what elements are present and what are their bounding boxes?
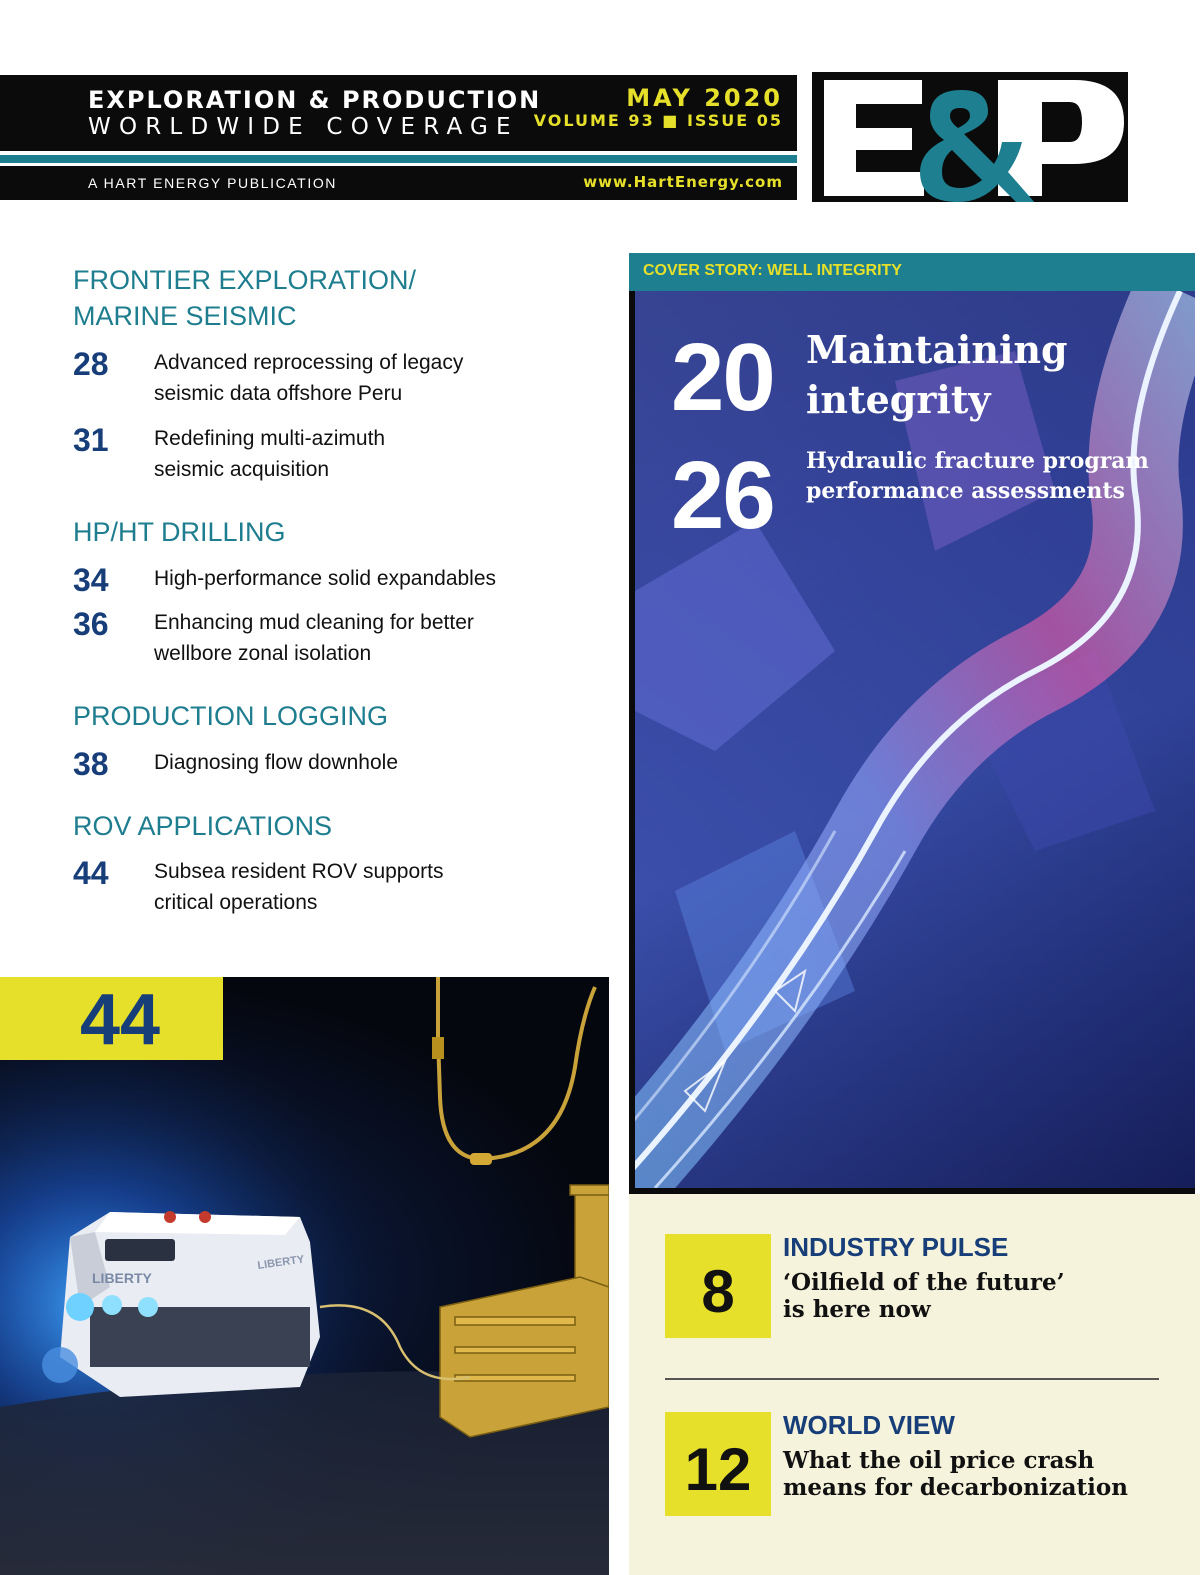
dept-page-number[interactable]: 12 xyxy=(684,1436,752,1503)
cover-subheadline[interactable]: Hydraulic fracture program xyxy=(806,448,1149,474)
article-title[interactable]: wellbore zonal isolation xyxy=(154,642,372,665)
cover-page-number[interactable]: 26 xyxy=(671,442,774,549)
cover-headline[interactable]: Maintaining xyxy=(806,327,1068,372)
dept-title[interactable]: ‘Oilfield of the future’ xyxy=(783,1269,1065,1296)
rov-illustration xyxy=(0,977,609,1575)
masthead-title: EXPLORATION & PRODUCTION xyxy=(88,86,542,114)
section-heading: PRODUCTION LOGGING xyxy=(73,701,389,731)
article-page-number[interactable]: 44 xyxy=(73,855,109,891)
cover-subheadline[interactable]: performance assessments xyxy=(806,478,1125,504)
article-page-number[interactable]: 38 xyxy=(73,746,109,782)
rov-photo[interactable] xyxy=(0,977,609,1575)
cover-page-number[interactable]: 20 xyxy=(671,324,774,431)
section-heading: ROV APPLICATIONS xyxy=(73,811,333,841)
article-title[interactable]: seismic acquisition xyxy=(154,458,330,481)
website-link[interactable]: www.HartEnergy.com xyxy=(583,173,783,191)
dept-heading[interactable]: WORLD VIEW xyxy=(783,1410,955,1440)
issue-date: MAY 2020 xyxy=(626,84,783,112)
article-page-number[interactable]: 31 xyxy=(73,422,109,458)
section-heading: HP/HT DRILLING xyxy=(73,517,286,547)
ep-logo xyxy=(812,72,1128,202)
masthead-subtitle: WORLDWIDE COVERAGE xyxy=(88,114,519,140)
cover-headline[interactable]: integrity xyxy=(806,377,991,422)
dept-heading[interactable]: INDUSTRY PULSE xyxy=(783,1232,1009,1262)
article-page-number[interactable]: 36 xyxy=(73,606,109,642)
dept-title[interactable]: What the oil price crash xyxy=(783,1447,1095,1474)
dept-title[interactable]: means for decarbonization xyxy=(783,1474,1128,1501)
article-title[interactable]: Diagnosing flow downhole xyxy=(154,751,398,774)
cover-story-label: COVER STORY: WELL INTEGRITY xyxy=(643,262,902,279)
panel-divider xyxy=(665,1378,1159,1380)
article-title[interactable]: seismic data offshore Peru xyxy=(154,382,403,405)
article-title[interactable]: Advanced reprocessing of legacy xyxy=(154,351,464,374)
rov-label: LIBERTY xyxy=(92,1270,152,1286)
dept-page-number[interactable]: 8 xyxy=(701,1258,735,1325)
page-badge-number[interactable]: 44 xyxy=(80,980,161,1060)
dept-title[interactable]: is here now xyxy=(783,1296,931,1323)
article-title[interactable]: Subsea resident ROV supports xyxy=(154,860,444,883)
masthead-teal-stripe xyxy=(0,155,797,163)
rov-vehicle xyxy=(42,1211,320,1397)
publisher-line: A HART ENERGY PUBLICATION xyxy=(88,175,338,191)
rov-label: LIBERTY xyxy=(256,1253,306,1272)
volume-issue: VOLUME 93 ■ ISSUE 05 xyxy=(533,111,783,130)
article-page-number[interactable]: 28 xyxy=(73,346,109,382)
section-heading: MARINE SEISMIC xyxy=(73,301,297,331)
article-title[interactable]: Redefining multi-azimuth xyxy=(154,427,386,450)
article-title[interactable]: Enhancing mud cleaning for better xyxy=(154,611,474,634)
article-page-number[interactable]: 34 xyxy=(73,562,109,598)
section-heading: FRONTIER EXPLORATION/ xyxy=(73,265,417,295)
article-title[interactable]: critical operations xyxy=(154,891,318,914)
article-title[interactable]: High-performance solid expandables xyxy=(154,567,497,590)
